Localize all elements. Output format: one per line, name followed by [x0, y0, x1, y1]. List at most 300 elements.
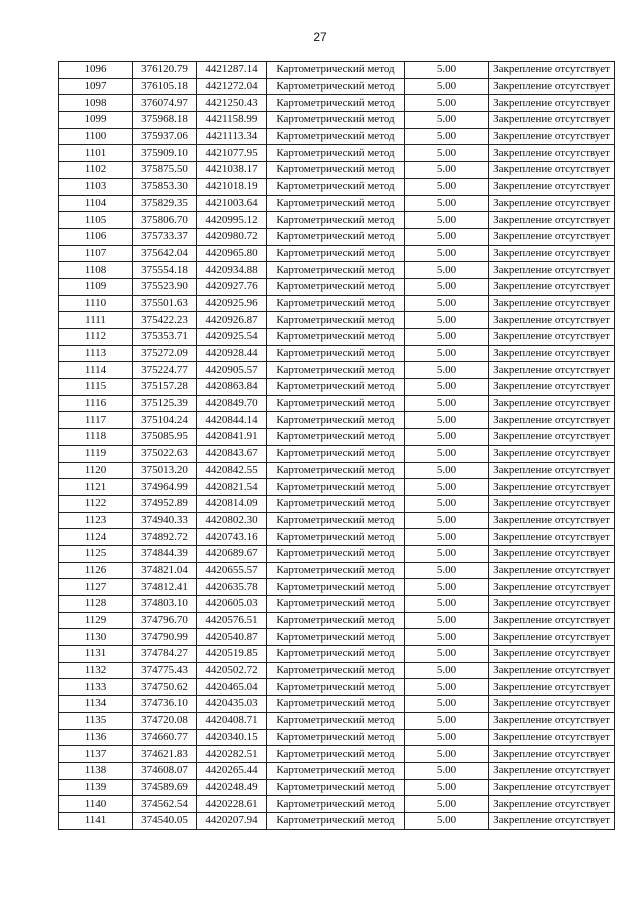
- x-coordinate-cell: 375272.09: [133, 345, 197, 362]
- error-cell: 5.00: [405, 712, 489, 729]
- fixation-cell: Закрепление отсутствует: [489, 362, 615, 379]
- x-coordinate-cell: 374790.99: [133, 629, 197, 646]
- method-cell: Картометрический метод: [267, 746, 405, 763]
- y-coordinate-cell: 4420927.76: [197, 278, 267, 295]
- y-coordinate-cell: 4420282.51: [197, 746, 267, 763]
- x-coordinate-cell: 375937.06: [133, 128, 197, 145]
- error-cell: 5.00: [405, 245, 489, 262]
- error-cell: 5.00: [405, 128, 489, 145]
- point-number-cell: 1124: [59, 529, 133, 546]
- x-coordinate-cell: 374608.07: [133, 762, 197, 779]
- x-coordinate-cell: 374940.33: [133, 512, 197, 529]
- point-number-cell: 1116: [59, 395, 133, 412]
- table-row: [59, 462, 615, 479]
- method-cell: Картометрический метод: [267, 212, 405, 229]
- fixation-cell: Закрепление отсутствует: [489, 429, 615, 446]
- error-cell: 5.00: [405, 412, 489, 429]
- point-number-cell: 1121: [59, 479, 133, 496]
- error-cell: 5.00: [405, 579, 489, 596]
- point-number-cell: 1141: [59, 812, 133, 829]
- x-coordinate-cell: 374952.89: [133, 495, 197, 512]
- fixation-cell: Закрепление отсутствует: [489, 62, 615, 79]
- table-row: [59, 162, 615, 179]
- y-coordinate-cell: 4420465.04: [197, 679, 267, 696]
- table-row: [59, 145, 615, 162]
- y-coordinate-cell: 4420605.03: [197, 596, 267, 613]
- table-row: [59, 195, 615, 212]
- table-row: [59, 329, 615, 346]
- method-cell: Картометрический метод: [267, 612, 405, 629]
- method-cell: Картометрический метод: [267, 412, 405, 429]
- method-cell: Картометрический метод: [267, 696, 405, 713]
- error-cell: 5.00: [405, 429, 489, 446]
- fixation-cell: Закрепление отсутствует: [489, 662, 615, 679]
- error-cell: 5.00: [405, 379, 489, 396]
- y-coordinate-cell: 4420925.54: [197, 329, 267, 346]
- error-cell: 5.00: [405, 612, 489, 629]
- error-cell: 5.00: [405, 762, 489, 779]
- y-coordinate-cell: 4420207.94: [197, 812, 267, 829]
- table-row: [59, 796, 615, 813]
- x-coordinate-cell: 374750.62: [133, 679, 197, 696]
- method-cell: Картометрический метод: [267, 128, 405, 145]
- y-coordinate-cell: 4420248.49: [197, 779, 267, 796]
- x-coordinate-cell: 375022.63: [133, 445, 197, 462]
- table-row: [59, 262, 615, 279]
- point-number-cell: 1114: [59, 362, 133, 379]
- y-coordinate-cell: 4420689.67: [197, 545, 267, 562]
- method-cell: Картометрический метод: [267, 712, 405, 729]
- y-coordinate-cell: 4420743.16: [197, 529, 267, 546]
- error-cell: 5.00: [405, 479, 489, 496]
- x-coordinate-cell: 374892.72: [133, 529, 197, 546]
- method-cell: Картометрический метод: [267, 245, 405, 262]
- x-coordinate-cell: 375642.04: [133, 245, 197, 262]
- table-row: [59, 178, 615, 195]
- x-coordinate-cell: 374775.43: [133, 662, 197, 679]
- x-coordinate-cell: 375968.18: [133, 112, 197, 129]
- method-cell: Картометрический метод: [267, 679, 405, 696]
- x-coordinate-cell: 374720.08: [133, 712, 197, 729]
- point-number-cell: 1106: [59, 228, 133, 245]
- table-row: [59, 529, 615, 546]
- method-cell: Картометрический метод: [267, 646, 405, 663]
- method-cell: Картометрический метод: [267, 812, 405, 829]
- x-coordinate-cell: 375733.37: [133, 228, 197, 245]
- x-coordinate-cell: 375353.71: [133, 329, 197, 346]
- y-coordinate-cell: 4421077.95: [197, 145, 267, 162]
- error-cell: 5.00: [405, 62, 489, 79]
- error-cell: 5.00: [405, 746, 489, 763]
- table-row: [59, 212, 615, 229]
- method-cell: Картометрический метод: [267, 295, 405, 312]
- y-coordinate-cell: 4420965.80: [197, 245, 267, 262]
- x-coordinate-cell: 374803.10: [133, 596, 197, 613]
- error-cell: 5.00: [405, 495, 489, 512]
- y-coordinate-cell: 4421113.34: [197, 128, 267, 145]
- x-coordinate-cell: 375875.50: [133, 162, 197, 179]
- point-number-cell: 1123: [59, 512, 133, 529]
- point-number-cell: 1103: [59, 178, 133, 195]
- method-cell: Картометрический метод: [267, 312, 405, 329]
- method-cell: Картометрический метод: [267, 329, 405, 346]
- point-number-cell: 1137: [59, 746, 133, 763]
- fixation-cell: Закрепление отсутствует: [489, 128, 615, 145]
- error-cell: 5.00: [405, 95, 489, 112]
- point-number-cell: 1138: [59, 762, 133, 779]
- method-cell: Картометрический метод: [267, 445, 405, 462]
- fixation-cell: Закрепление отсутствует: [489, 278, 615, 295]
- error-cell: 5.00: [405, 729, 489, 746]
- point-number-cell: 1096: [59, 62, 133, 79]
- method-cell: Картометрический метод: [267, 228, 405, 245]
- y-coordinate-cell: 4420925.96: [197, 295, 267, 312]
- point-number-cell: 1111: [59, 312, 133, 329]
- fixation-cell: Закрепление отсутствует: [489, 462, 615, 479]
- y-coordinate-cell: 4420435.03: [197, 696, 267, 713]
- method-cell: Картометрический метод: [267, 278, 405, 295]
- x-coordinate-cell: 375853.30: [133, 178, 197, 195]
- fixation-cell: Закрепление отсутствует: [489, 228, 615, 245]
- method-cell: Картометрический метод: [267, 479, 405, 496]
- table-row: [59, 746, 615, 763]
- fixation-cell: Закрепление отсутствует: [489, 512, 615, 529]
- point-number-cell: 1128: [59, 596, 133, 613]
- table-row: [59, 128, 615, 145]
- y-coordinate-cell: 4420540.87: [197, 629, 267, 646]
- x-coordinate-cell: 375125.39: [133, 395, 197, 412]
- fixation-cell: Закрепление отсутствует: [489, 746, 615, 763]
- fixation-cell: Закрепление отсутствует: [489, 195, 615, 212]
- error-cell: 5.00: [405, 562, 489, 579]
- method-cell: Картометрический метод: [267, 62, 405, 79]
- x-coordinate-cell: 376120.79: [133, 62, 197, 79]
- y-coordinate-cell: 4420576.51: [197, 612, 267, 629]
- method-cell: Картометрический метод: [267, 395, 405, 412]
- fixation-cell: Закрепление отсутствует: [489, 345, 615, 362]
- error-cell: 5.00: [405, 462, 489, 479]
- fixation-cell: Закрепление отсутствует: [489, 312, 615, 329]
- fixation-cell: Закрепление отсутствует: [489, 145, 615, 162]
- method-cell: Картометрический метод: [267, 95, 405, 112]
- error-cell: 5.00: [405, 362, 489, 379]
- point-number-cell: 1122: [59, 495, 133, 512]
- table-row: [59, 479, 615, 496]
- table-row: [59, 495, 615, 512]
- method-cell: Картометрический метод: [267, 512, 405, 529]
- fixation-cell: Закрепление отсутствует: [489, 762, 615, 779]
- fixation-cell: Закрепление отсутствует: [489, 646, 615, 663]
- fixation-cell: Закрепление отсутствует: [489, 796, 615, 813]
- table-row: [59, 112, 615, 129]
- table-row: [59, 429, 615, 446]
- error-cell: 5.00: [405, 162, 489, 179]
- y-coordinate-cell: 4420265.44: [197, 762, 267, 779]
- method-cell: Картометрический метод: [267, 495, 405, 512]
- error-cell: 5.00: [405, 278, 489, 295]
- method-cell: Картометрический метод: [267, 78, 405, 95]
- fixation-cell: Закрепление отсутствует: [489, 729, 615, 746]
- point-number-cell: 1117: [59, 412, 133, 429]
- fixation-cell: Закрепление отсутствует: [489, 679, 615, 696]
- y-coordinate-cell: 4420228.61: [197, 796, 267, 813]
- fixation-cell: Закрепление отсутствует: [489, 495, 615, 512]
- method-cell: Картометрический метод: [267, 529, 405, 546]
- x-coordinate-cell: 374736.10: [133, 696, 197, 713]
- method-cell: Картометрический метод: [267, 462, 405, 479]
- point-number-cell: 1113: [59, 345, 133, 362]
- page-number: 27: [313, 30, 327, 44]
- y-coordinate-cell: 4420863.84: [197, 379, 267, 396]
- error-cell: 5.00: [405, 212, 489, 229]
- error-cell: 5.00: [405, 445, 489, 462]
- point-number-cell: 1107: [59, 245, 133, 262]
- point-number-cell: 1108: [59, 262, 133, 279]
- table-row: [59, 579, 615, 596]
- fixation-cell: Закрепление отсутствует: [489, 212, 615, 229]
- point-number-cell: 1135: [59, 712, 133, 729]
- table-body: [59, 62, 615, 830]
- method-cell: Картометрический метод: [267, 362, 405, 379]
- x-coordinate-cell: 375909.10: [133, 145, 197, 162]
- method-cell: Картометрический метод: [267, 145, 405, 162]
- method-cell: Картометрический метод: [267, 345, 405, 362]
- method-cell: Картометрический метод: [267, 112, 405, 129]
- x-coordinate-cell: 375224.77: [133, 362, 197, 379]
- fixation-cell: Закрепление отсутствует: [489, 529, 615, 546]
- error-cell: 5.00: [405, 529, 489, 546]
- x-coordinate-cell: 375554.18: [133, 262, 197, 279]
- fixation-cell: Закрепление отсутствует: [489, 545, 615, 562]
- fixation-cell: Закрепление отсутствует: [489, 78, 615, 95]
- method-cell: Картометрический метод: [267, 429, 405, 446]
- point-number-cell: 1100: [59, 128, 133, 145]
- y-coordinate-cell: 4421003.64: [197, 195, 267, 212]
- table-row: [59, 629, 615, 646]
- x-coordinate-cell: 374844.39: [133, 545, 197, 562]
- y-coordinate-cell: 4421250.43: [197, 95, 267, 112]
- y-coordinate-cell: 4420821.54: [197, 479, 267, 496]
- table-row: [59, 679, 615, 696]
- y-coordinate-cell: 4420980.72: [197, 228, 267, 245]
- table-row: [59, 228, 615, 245]
- method-cell: Картометрический метод: [267, 762, 405, 779]
- error-cell: 5.00: [405, 329, 489, 346]
- error-cell: 5.00: [405, 629, 489, 646]
- error-cell: 5.00: [405, 112, 489, 129]
- point-number-cell: 1134: [59, 696, 133, 713]
- x-coordinate-cell: 375157.28: [133, 379, 197, 396]
- x-coordinate-cell: 374660.77: [133, 729, 197, 746]
- table-row: [59, 612, 615, 629]
- error-cell: 5.00: [405, 312, 489, 329]
- y-coordinate-cell: 4420635.78: [197, 579, 267, 596]
- x-coordinate-cell: 375013.20: [133, 462, 197, 479]
- x-coordinate-cell: 374796.70: [133, 612, 197, 629]
- table-row: [59, 712, 615, 729]
- method-cell: Картометрический метод: [267, 596, 405, 613]
- point-number-cell: 1098: [59, 95, 133, 112]
- x-coordinate-cell: 375422.23: [133, 312, 197, 329]
- table-row: [59, 779, 615, 796]
- table-row: [59, 562, 615, 579]
- x-coordinate-cell: 374589.69: [133, 779, 197, 796]
- y-coordinate-cell: 4420905.57: [197, 362, 267, 379]
- error-cell: 5.00: [405, 145, 489, 162]
- point-number-cell: 1133: [59, 679, 133, 696]
- method-cell: Картометрический метод: [267, 379, 405, 396]
- fixation-cell: Закрепление отсутствует: [489, 479, 615, 496]
- fixation-cell: Закрепление отсутствует: [489, 562, 615, 579]
- table-row: [59, 545, 615, 562]
- table-row: [59, 445, 615, 462]
- fixation-cell: Закрепление отсутствует: [489, 379, 615, 396]
- x-coordinate-cell: 374821.04: [133, 562, 197, 579]
- point-number-cell: 1099: [59, 112, 133, 129]
- error-cell: 5.00: [405, 596, 489, 613]
- method-cell: Картометрический метод: [267, 662, 405, 679]
- x-coordinate-cell: 376105.18: [133, 78, 197, 95]
- point-number-cell: 1127: [59, 579, 133, 596]
- point-number-cell: 1112: [59, 329, 133, 346]
- fixation-cell: Закрепление отсутствует: [489, 412, 615, 429]
- error-cell: 5.00: [405, 796, 489, 813]
- point-number-cell: 1102: [59, 162, 133, 179]
- x-coordinate-cell: 374540.05: [133, 812, 197, 829]
- x-coordinate-cell: 374784.27: [133, 646, 197, 663]
- table-row: [59, 596, 615, 613]
- point-number-cell: 1120: [59, 462, 133, 479]
- y-coordinate-cell: 4420814.09: [197, 495, 267, 512]
- error-cell: 5.00: [405, 178, 489, 195]
- x-coordinate-cell: 374812.41: [133, 579, 197, 596]
- y-coordinate-cell: 4420802.30: [197, 512, 267, 529]
- y-coordinate-cell: 4420340.15: [197, 729, 267, 746]
- point-number-cell: 1139: [59, 779, 133, 796]
- error-cell: 5.00: [405, 779, 489, 796]
- fixation-cell: Закрепление отсутствует: [489, 612, 615, 629]
- point-number-cell: 1136: [59, 729, 133, 746]
- method-cell: Картометрический метод: [267, 562, 405, 579]
- error-cell: 5.00: [405, 512, 489, 529]
- method-cell: Картометрический метод: [267, 262, 405, 279]
- point-number-cell: 1115: [59, 379, 133, 396]
- y-coordinate-cell: 4420655.57: [197, 562, 267, 579]
- method-cell: Картометрический метод: [267, 162, 405, 179]
- y-coordinate-cell: 4420928.44: [197, 345, 267, 362]
- y-coordinate-cell: 4420408.71: [197, 712, 267, 729]
- point-number-cell: 1130: [59, 629, 133, 646]
- x-coordinate-cell: 375829.35: [133, 195, 197, 212]
- point-number-cell: 1132: [59, 662, 133, 679]
- table-row: [59, 762, 615, 779]
- point-number-cell: 1129: [59, 612, 133, 629]
- error-cell: 5.00: [405, 345, 489, 362]
- x-coordinate-cell: 375806.70: [133, 212, 197, 229]
- y-coordinate-cell: 4421038.17: [197, 162, 267, 179]
- x-coordinate-cell: 374964.99: [133, 479, 197, 496]
- table-row: [59, 278, 615, 295]
- table-row: [59, 78, 615, 95]
- table-row: [59, 62, 615, 79]
- error-cell: 5.00: [405, 295, 489, 312]
- y-coordinate-cell: 4420843.67: [197, 445, 267, 462]
- y-coordinate-cell: 4421018.19: [197, 178, 267, 195]
- table-row: [59, 646, 615, 663]
- point-number-cell: 1110: [59, 295, 133, 312]
- y-coordinate-cell: 4421272.04: [197, 78, 267, 95]
- table-row: [59, 729, 615, 746]
- y-coordinate-cell: 4420502.72: [197, 662, 267, 679]
- table-row: [59, 662, 615, 679]
- fixation-cell: Закрепление отсутствует: [489, 245, 615, 262]
- table-row: [59, 245, 615, 262]
- table-row: [59, 362, 615, 379]
- method-cell: Картометрический метод: [267, 629, 405, 646]
- table-row: [59, 345, 615, 362]
- x-coordinate-cell: 374562.54: [133, 796, 197, 813]
- x-coordinate-cell: 374621.83: [133, 746, 197, 763]
- point-number-cell: 1125: [59, 545, 133, 562]
- fixation-cell: Закрепление отсутствует: [489, 629, 615, 646]
- y-coordinate-cell: 4420995.12: [197, 212, 267, 229]
- method-cell: Картометрический метод: [267, 729, 405, 746]
- fixation-cell: Закрепление отсутствует: [489, 395, 615, 412]
- error-cell: 5.00: [405, 262, 489, 279]
- y-coordinate-cell: 4420849.70: [197, 395, 267, 412]
- point-number-cell: 1126: [59, 562, 133, 579]
- fixation-cell: Закрепление отсутствует: [489, 445, 615, 462]
- y-coordinate-cell: 4420841.91: [197, 429, 267, 446]
- error-cell: 5.00: [405, 545, 489, 562]
- error-cell: 5.00: [405, 646, 489, 663]
- error-cell: 5.00: [405, 696, 489, 713]
- y-coordinate-cell: 4420842.55: [197, 462, 267, 479]
- x-coordinate-cell: 375523.90: [133, 278, 197, 295]
- error-cell: 5.00: [405, 662, 489, 679]
- point-number-cell: 1131: [59, 646, 133, 663]
- method-cell: Картометрический метод: [267, 796, 405, 813]
- table-row: [59, 95, 615, 112]
- point-number-cell: 1109: [59, 278, 133, 295]
- y-coordinate-cell: 4420934.88: [197, 262, 267, 279]
- fixation-cell: Закрепление отсутствует: [489, 262, 615, 279]
- fixation-cell: Закрепление отсутствует: [489, 579, 615, 596]
- fixation-cell: Закрепление отсутствует: [489, 696, 615, 713]
- fixation-cell: Закрепление отсутствует: [489, 162, 615, 179]
- method-cell: Картометрический метод: [267, 195, 405, 212]
- table-row: [59, 512, 615, 529]
- method-cell: Картометрический метод: [267, 178, 405, 195]
- x-coordinate-cell: 376074.97: [133, 95, 197, 112]
- coordinates-table: [58, 61, 615, 830]
- point-number-cell: 1118: [59, 429, 133, 446]
- fixation-cell: Закрепление отсутствует: [489, 295, 615, 312]
- method-cell: Картометрический метод: [267, 779, 405, 796]
- x-coordinate-cell: 375501.63: [133, 295, 197, 312]
- fixation-cell: Закрепление отсутствует: [489, 712, 615, 729]
- fixation-cell: Закрепление отсутствует: [489, 596, 615, 613]
- fixation-cell: Закрепление отсутствует: [489, 779, 615, 796]
- fixation-cell: Закрепление отсутствует: [489, 329, 615, 346]
- method-cell: Картометрический метод: [267, 545, 405, 562]
- y-coordinate-cell: 4420844.14: [197, 412, 267, 429]
- point-number-cell: 1105: [59, 212, 133, 229]
- method-cell: Картометрический метод: [267, 579, 405, 596]
- y-coordinate-cell: 4421158.99: [197, 112, 267, 129]
- point-number-cell: 1119: [59, 445, 133, 462]
- point-number-cell: 1140: [59, 796, 133, 813]
